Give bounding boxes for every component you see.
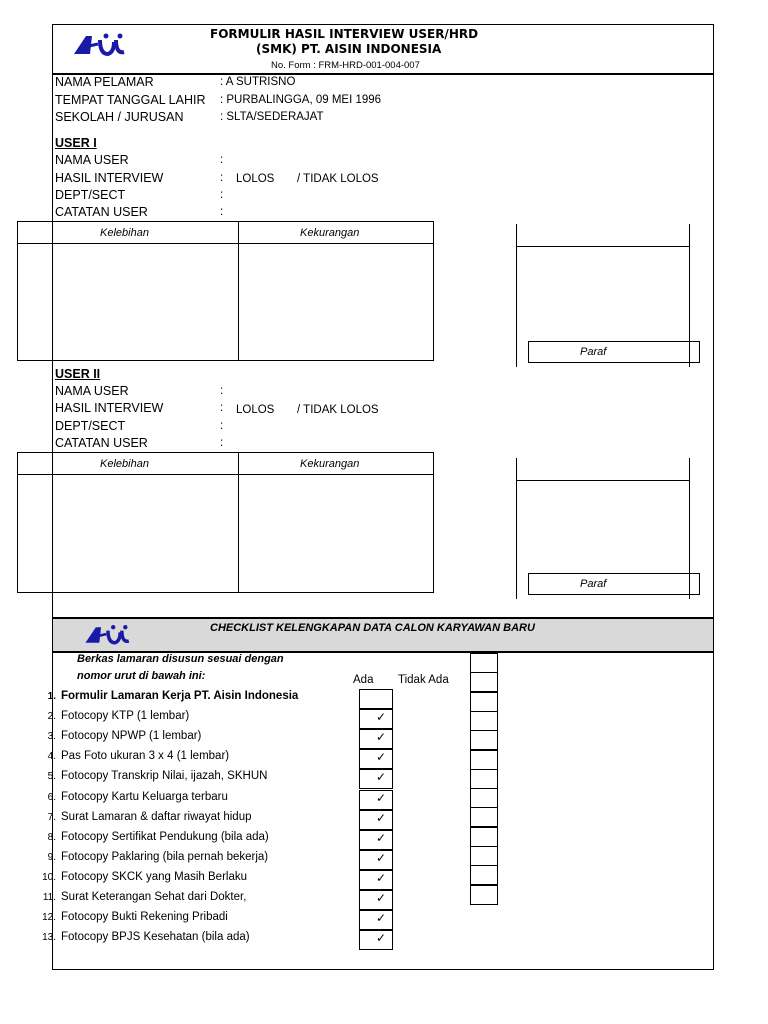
user1-tidak-lolos-option: / TIDAK LOLOS [297, 173, 379, 185]
checklist-item [34, 750, 229, 762]
ada-checkbox[interactable] [359, 890, 393, 910]
user2-note-label: CATATAN USER [55, 436, 148, 450]
checklist-intro-line2: nomor urut di bawah ini: [77, 670, 206, 682]
user2-notes-left-divider [52, 452, 53, 593]
tidak-ada-checkbox[interactable] [470, 692, 498, 712]
ada-checkbox[interactable] [359, 709, 393, 729]
checklist-item [34, 690, 298, 702]
check-mark-icon: ✓ [375, 810, 386, 825]
checklist-item-text: Fotocopy BPJS Kesehatan (bila ada) [61, 931, 250, 944]
checklist-item-number: 2. [47, 711, 56, 723]
ada-checkbox[interactable] [359, 850, 393, 870]
ada-checkbox[interactable] [359, 790, 393, 810]
check-mark-icon: ✓ [375, 931, 386, 946]
check-mark-icon: ✓ [375, 730, 386, 745]
column-ada-header: Ada [353, 674, 374, 686]
form-title-line1: FORMULIR HASIL INTERVIEW USER/HRD [210, 27, 479, 41]
checklist-item-number: 9. [47, 851, 56, 863]
tidak-ada-checkbox[interactable] [470, 730, 498, 750]
checklist-item [34, 931, 250, 943]
checklist-item-text: Fotocopy Kartu Keluarga terbaru [61, 790, 228, 803]
applicant-birth-label: TEMPAT TANGGAL LAHIR [55, 93, 206, 107]
checklist-item-number: 1. [47, 691, 56, 702]
user1-paraf-label: Paraf [580, 346, 607, 358]
user1-kekurangan-header: Kekurangan [300, 227, 360, 239]
user1-note-label: CATATAN USER [55, 205, 148, 219]
tidak-ada-checkbox[interactable] [470, 827, 498, 847]
checklist-item-text: Formulir Lamaran Kerja PT. Aisin Indonesia [61, 690, 299, 702]
checklist-item-number: 3. [47, 731, 56, 743]
ada-checkbox[interactable] [359, 930, 393, 950]
user1-note-colon: : [220, 206, 224, 218]
tidak-ada-checkbox[interactable] [470, 653, 498, 673]
form-number: No. Form : FRM-HRD-001-004-007 [271, 60, 420, 71]
checklist-item-text: Fotocopy Bukti Rekening Pribadi [61, 911, 228, 924]
checklist-item-text: Surat Lamaran & daftar riwayat hidup [61, 810, 252, 823]
user1-kelebihan-header: Kelebihan [100, 227, 149, 239]
form-title-line2: (SMK) PT. AISIN INDONESIA [256, 42, 442, 56]
user1-paraf-field[interactable] [528, 341, 700, 363]
user2-paraf-label: Paraf [580, 578, 607, 590]
applicant-school-value: : SLTA/SEDERAJAT [220, 111, 324, 123]
user1-notes-table [17, 221, 434, 361]
user1-dept-colon: : [220, 189, 224, 201]
company-logo [70, 30, 130, 60]
check-mark-icon: ✓ [375, 911, 386, 926]
applicant-school-label: SEKOLAH / JURUSAN [55, 110, 184, 124]
user1-notes-left-divider [52, 221, 53, 361]
tidak-ada-checkbox[interactable] [470, 672, 498, 692]
checklist-intro-line1: Berkas lamaran disusun sesuai dengan [77, 653, 284, 665]
user2-notes-header-divider [17, 474, 434, 475]
checklist-item-text: Fotocopy Paklaring (bila pernah bekerja) [61, 850, 269, 863]
checklist-item-text: Surat Keterangan Sehat dari Dokter, [61, 891, 247, 903]
checklist-item-number: 12. [42, 912, 56, 924]
user1-result-colon: : [220, 172, 224, 184]
checklist-title: CHECKLIST KELENGKAPAN DATA CALON KARYAWAN BARU [210, 622, 535, 634]
user1-result-label: HASIL INTERVIEW [55, 171, 164, 185]
checklist-item-number: 7. [47, 811, 56, 823]
user2-sign-top-line [516, 480, 690, 481]
checklist-company-logo [80, 622, 136, 648]
applicant-birth-value: : PURBALINGGA, 09 MEI 1996 [220, 94, 382, 106]
checklist-item-text: Fotocopy Transkrip Nilai, ijazah, SKHUN [61, 770, 268, 783]
ada-checkbox[interactable] [359, 769, 393, 789]
ada-checkbox[interactable] [359, 870, 393, 890]
check-mark-icon: ✓ [375, 891, 386, 905]
checklist-item-number: 13. [42, 932, 56, 944]
checklist-item-text: Fotocopy SKCK yang Masih Berlaku [61, 870, 248, 883]
applicant-name-value: : A SUTRISNO [220, 76, 296, 88]
checklist-item [34, 851, 268, 863]
user2-note-colon: : [220, 437, 224, 449]
user2-paraf-field[interactable] [528, 573, 700, 595]
applicant-name-label: NAMA PELAMAR [55, 75, 154, 89]
ada-checkbox[interactable] [359, 910, 393, 930]
check-mark-icon: ✓ [375, 870, 386, 885]
check-mark-icon: ✓ [375, 830, 386, 845]
checklist-item-text: Fotocopy Sertifikat Pendukung (bila ada) [61, 830, 269, 843]
checklist-item-text: Pas Foto ukuran 3 x 4 (1 lembar) [61, 750, 230, 763]
user1-heading: USER I [55, 136, 97, 150]
checklist-item [34, 811, 252, 823]
tidak-ada-checkbox[interactable] [470, 711, 498, 731]
user2-kelebihan-header: Kelebihan [100, 458, 149, 470]
column-tidak-ada-header: Tidak Ada [398, 674, 449, 686]
checklist-item [34, 891, 246, 903]
checklist-item-number: 10. [42, 871, 56, 883]
user1-dept-label: DEPT/SECT [55, 188, 126, 202]
checklist-item [34, 710, 189, 722]
tidak-ada-checkbox[interactable] [470, 750, 498, 770]
checklist-item [34, 871, 247, 883]
checklist-item [34, 791, 228, 803]
user1-name-colon: : [220, 154, 224, 166]
user2-dept-label: DEPT/SECT [55, 419, 126, 433]
check-mark-icon: ✓ [375, 790, 386, 805]
user2-name-label: NAMA USER [55, 384, 129, 398]
tidak-ada-checkbox[interactable] [470, 769, 498, 789]
user1-notes-mid-divider [238, 221, 239, 361]
user1-sign-top-line [516, 246, 690, 247]
ada-checkbox[interactable] [359, 749, 393, 769]
user2-dept-colon: : [220, 420, 224, 432]
check-mark-icon: ✓ [375, 770, 386, 785]
tidak-ada-checkbox[interactable] [470, 846, 498, 866]
checklist-item-text: Fotocopy NPWP (1 lembar) [61, 730, 202, 743]
tidak-ada-checkbox[interactable] [470, 788, 498, 808]
user2-result-colon: : [220, 402, 224, 414]
checklist-item-number: 5. [47, 771, 56, 783]
user2-notes-mid-divider [238, 452, 239, 593]
user2-kekurangan-header: Kekurangan [300, 458, 360, 470]
tidak-ada-checkbox[interactable] [470, 807, 498, 827]
user2-heading: USER II [55, 367, 101, 381]
tidak-ada-checkbox[interactable] [470, 865, 498, 885]
check-mark-icon: ✓ [375, 710, 386, 725]
user2-name-colon: : [220, 385, 224, 397]
user1-name-label: NAMA USER [55, 153, 129, 167]
checklist-item-text: Fotocopy KTP (1 lembar) [61, 710, 190, 723]
checklist-item [34, 911, 228, 923]
user2-result-label: HASIL INTERVIEW [55, 401, 164, 415]
checklist-item [34, 730, 201, 742]
checklist-item-number: 11. [42, 892, 56, 903]
ada-checkbox[interactable] [359, 810, 393, 830]
checklist-item [34, 770, 267, 782]
checklist-item-number: 4. [47, 751, 56, 763]
checklist-item [34, 831, 269, 843]
user1-notes-header-divider [17, 243, 434, 244]
check-mark-icon: ✓ [375, 750, 386, 765]
checklist-item-number: 8. [47, 831, 56, 843]
ada-checkbox[interactable] [359, 689, 393, 709]
tidak-ada-checkbox[interactable] [470, 885, 498, 905]
ada-checkbox[interactable] [359, 830, 393, 850]
check-mark-icon: ✓ [375, 850, 386, 865]
checklist-item-number: 6. [47, 791, 56, 803]
user2-lolos-option: LOLOS [236, 404, 275, 416]
user2-tidak-lolos-option: / TIDAK LOLOS [297, 404, 379, 416]
ada-checkbox[interactable] [359, 729, 393, 749]
user1-lolos-option: LOLOS [236, 173, 275, 185]
